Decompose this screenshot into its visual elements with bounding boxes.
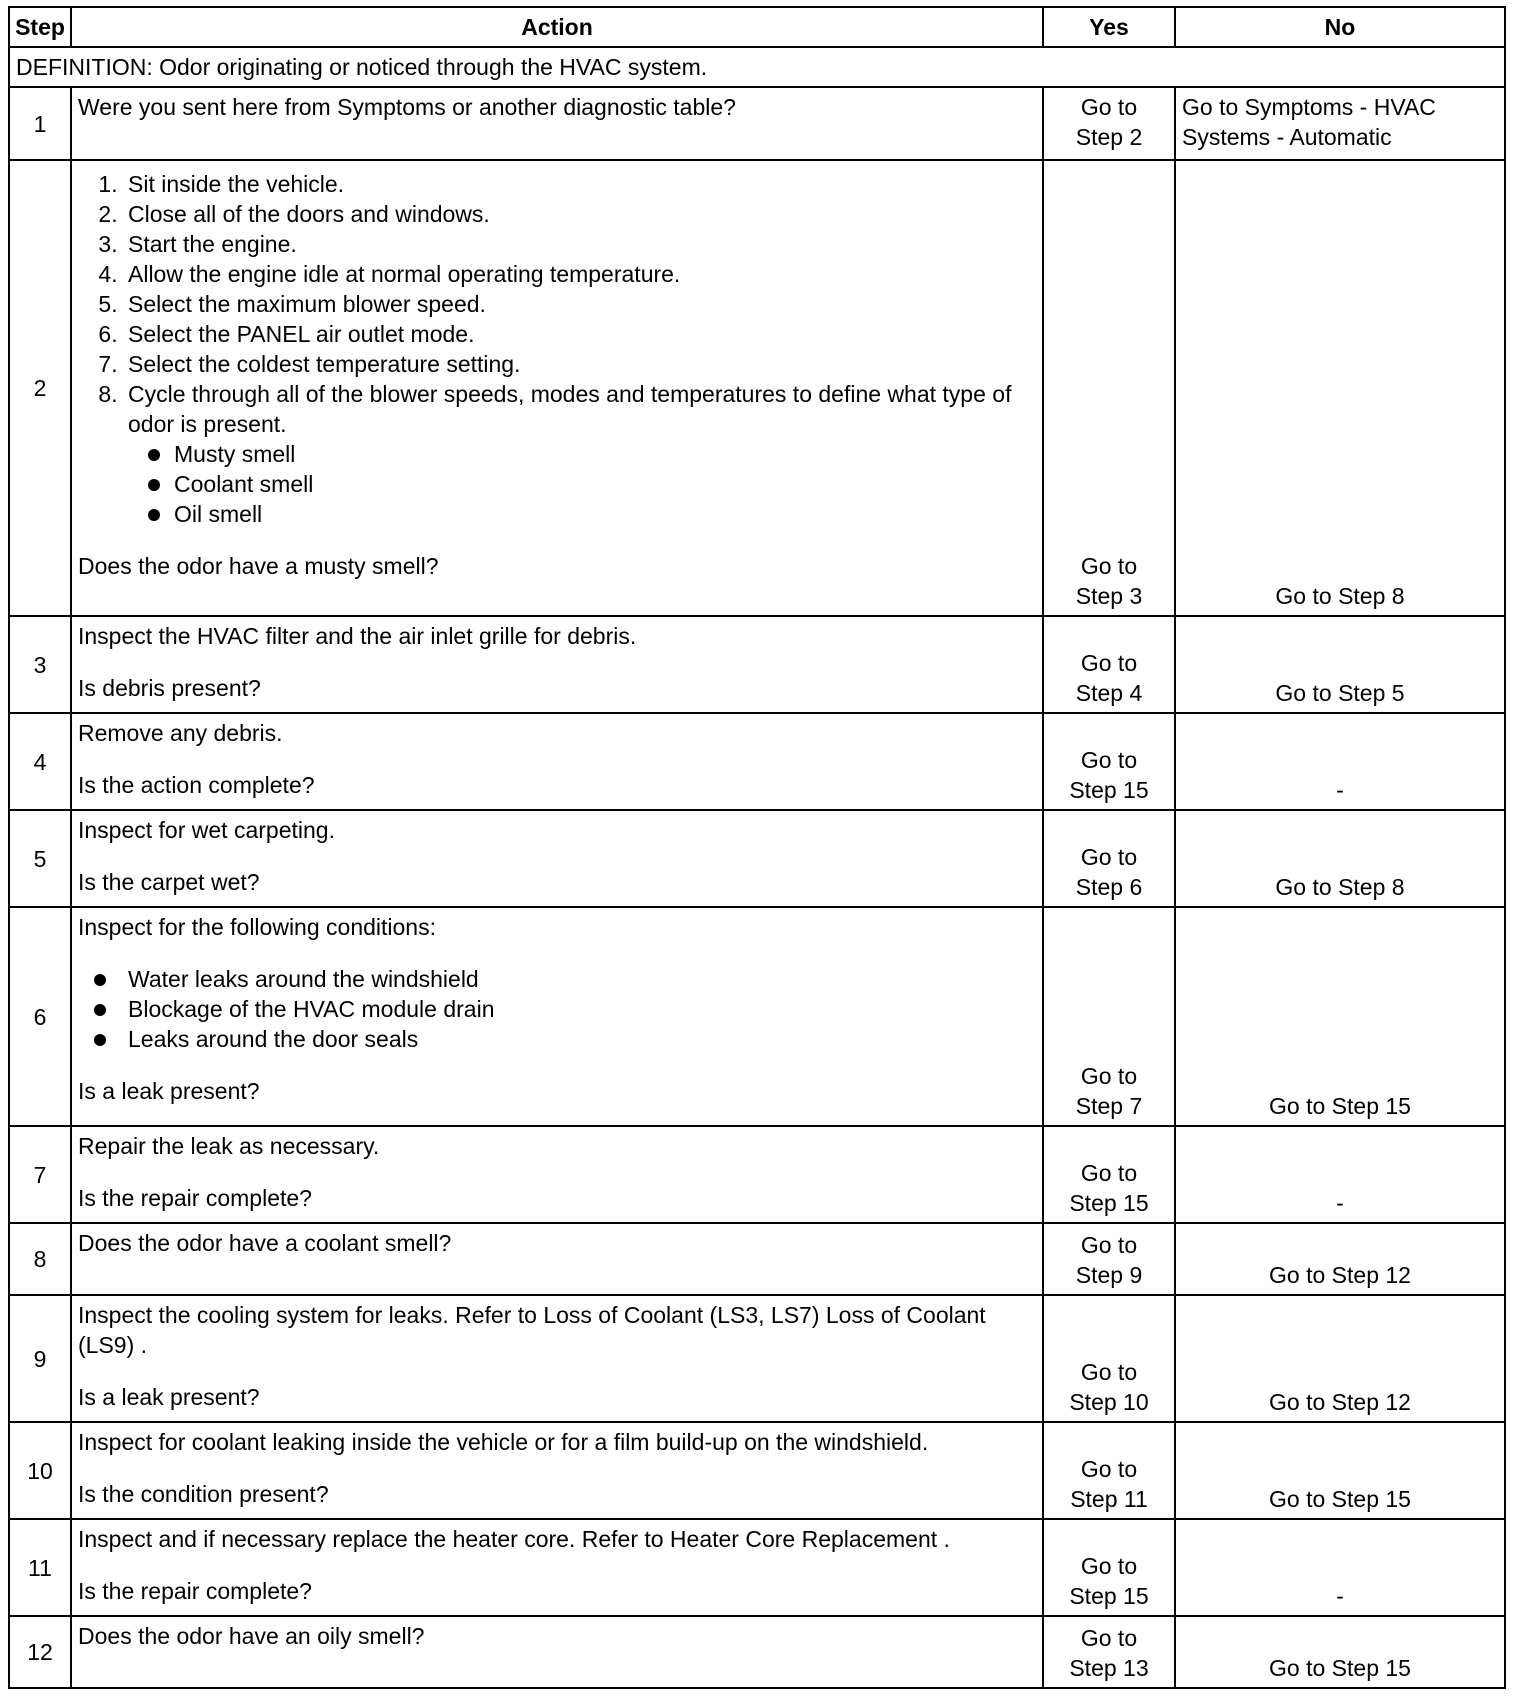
- action-cell: [71, 616, 1043, 713]
- question-text: Is a leak present?: [78, 1078, 260, 1104]
- diagnostic-table: [8, 6, 1506, 1689]
- instruction-text: Inspect and if necessary replace the heater core. Refer to Heater Core Replacement .: [78, 1526, 950, 1552]
- action-cell: [71, 1422, 1043, 1519]
- no-cell: [1175, 616, 1505, 713]
- list-item: 2. Close all of the doors and windows.: [124, 199, 1036, 229]
- step-number: 7: [9, 1126, 71, 1223]
- question-text: Does the odor have a coolant smell?: [78, 1230, 452, 1256]
- no-text: -: [1336, 1190, 1344, 1216]
- yes-cell: [1043, 713, 1175, 810]
- no-cell: [1175, 810, 1505, 907]
- no-text: Go to Step 12: [1269, 1389, 1411, 1415]
- list-item: 5. Select the maximum blower speed.: [124, 289, 1036, 319]
- yes-text: Go to Step 9: [1075, 1232, 1143, 1288]
- question-text: Is the repair complete?: [78, 1185, 312, 1211]
- question-text: Does the odor have an oily smell?: [78, 1623, 425, 1649]
- question-text: Were you sent here from Symptoms or another diagnostic table?: [78, 94, 736, 120]
- question-text: Is the repair complete?: [78, 1578, 312, 1604]
- yes-text: Go to Step 13: [1069, 1625, 1149, 1681]
- action-cell: [71, 1519, 1043, 1616]
- action-cell: [71, 713, 1043, 810]
- question-text: Is the condition present?: [78, 1481, 329, 1507]
- question-text: Does the odor have a musty smell?: [78, 553, 439, 579]
- yes-text: Go to Step 6: [1075, 844, 1143, 900]
- instruction-text: Remove any debris.: [78, 720, 283, 746]
- yes-cell: [1043, 1422, 1175, 1519]
- no-cell: [1175, 907, 1505, 1126]
- action-cell: [71, 1295, 1043, 1422]
- yes-cell: [1043, 1616, 1175, 1688]
- question-text: Is the carpet wet?: [78, 869, 260, 895]
- table-row: [9, 1616, 1505, 1688]
- instruction-text: Inspect for coolant leaking inside the vehicle or for a film build-up on the windshield.: [78, 1429, 929, 1455]
- table-row: [9, 616, 1505, 713]
- no-cell: [1175, 1616, 1505, 1688]
- list-item: [124, 379, 1036, 529]
- step-number: 1: [9, 87, 71, 160]
- definition-text: DEFINITION: Odor originating or noticed through the HVAC system.: [9, 47, 1505, 87]
- yes-cell: [1043, 160, 1175, 616]
- yes-cell: [1043, 87, 1175, 160]
- no-cell: [1175, 1295, 1505, 1422]
- no-text: Go to Step 5: [1275, 680, 1405, 706]
- yes-text: Go to Step 4: [1075, 650, 1143, 706]
- table-row: [9, 1422, 1505, 1519]
- yes-cell: [1043, 616, 1175, 713]
- header-step: Step: [9, 7, 71, 47]
- yes-cell: [1043, 1295, 1175, 1422]
- instruction-text: Inspect the HVAC filter and the air inlet grille for debris.: [78, 623, 637, 649]
- table-row: [9, 810, 1505, 907]
- table-row: [9, 713, 1505, 810]
- bullet-item: Coolant smell: [148, 469, 1036, 499]
- bullet-item: Blockage of the HVAC module drain: [94, 994, 1036, 1024]
- action-cell: [71, 160, 1043, 616]
- odor-types-list: [128, 439, 1036, 529]
- step-number: 9: [9, 1295, 71, 1422]
- action-cell: [71, 1616, 1043, 1688]
- header-action: Action: [71, 7, 1043, 47]
- yes-cell: [1043, 1223, 1175, 1295]
- yes-cell: [1043, 907, 1175, 1126]
- yes-cell: [1043, 810, 1175, 907]
- question-text: Is the action complete?: [78, 772, 315, 798]
- step-number: 3: [9, 616, 71, 713]
- no-cell: [1175, 1223, 1505, 1295]
- no-cell: [1175, 160, 1505, 616]
- yes-text: Go to Step 10: [1069, 1359, 1149, 1415]
- table-row: [9, 1223, 1505, 1295]
- list-item-text: Cycle through all of the blower speeds, modes and temperatures to define what type of odor is present.: [128, 381, 1012, 437]
- no-text: Go to Step 12: [1269, 1262, 1411, 1288]
- bullet-item: Water leaks around the windshield: [94, 964, 1036, 994]
- yes-text: Go to Step 7: [1075, 1063, 1143, 1119]
- header-row: [9, 7, 1505, 47]
- step-number: 12: [9, 1616, 71, 1688]
- yes-text: Go to Step 15: [1069, 1160, 1149, 1216]
- list-item: 7. Select the coldest temperature setting.: [124, 349, 1036, 379]
- instruction-text: Inspect for wet carpeting.: [78, 817, 335, 843]
- step-number: 5: [9, 810, 71, 907]
- table-row: [9, 907, 1505, 1126]
- yes-text: Go to Step 3: [1075, 553, 1143, 609]
- no-cell: [1175, 713, 1505, 810]
- no-text: Go to Step 8: [1275, 874, 1405, 900]
- no-cell: [1175, 1126, 1505, 1223]
- step-number: 6: [9, 907, 71, 1126]
- table-row: [9, 87, 1505, 160]
- bullet-item: Leaks around the door seals: [94, 1024, 1036, 1054]
- no-text: Go to Step 15: [1269, 1486, 1411, 1512]
- table-row: [9, 1519, 1505, 1616]
- no-cell: [1175, 87, 1505, 160]
- header-no: No: [1175, 7, 1505, 47]
- table-row: [9, 1126, 1505, 1223]
- list-item: 1. Sit inside the vehicle.: [124, 169, 1036, 199]
- yes-text: Go to Step 15: [1069, 747, 1149, 803]
- page: [8, 6, 1504, 1689]
- list-item: 3. Start the engine.: [124, 229, 1036, 259]
- step-number: 4: [9, 713, 71, 810]
- conditions-list: [78, 964, 1036, 1054]
- action-cell: [71, 810, 1043, 907]
- no-text: Go to Symptoms - HVAC Systems - Automatic: [1182, 94, 1436, 150]
- no-cell: [1175, 1519, 1505, 1616]
- no-cell: [1175, 1422, 1505, 1519]
- yes-cell: [1043, 1519, 1175, 1616]
- no-text: -: [1336, 777, 1344, 803]
- no-text: Go to Step 8: [1275, 583, 1405, 609]
- step-number: 8: [9, 1223, 71, 1295]
- table-row: [9, 1295, 1505, 1422]
- yes-text: Go to Step 15: [1069, 1553, 1149, 1609]
- yes-text: Go to Step 11: [1070, 1456, 1148, 1512]
- instruction-text: Inspect for the following conditions:: [78, 914, 436, 940]
- step-number: 11: [9, 1519, 71, 1616]
- no-text: Go to Step 15: [1269, 1655, 1411, 1681]
- list-item: 6. Select the PANEL air outlet mode.: [124, 319, 1036, 349]
- step-number: 2: [9, 160, 71, 616]
- instruction-text: Repair the leak as necessary.: [78, 1133, 380, 1159]
- action-cell: [71, 1223, 1043, 1295]
- no-text: -: [1336, 1583, 1344, 1609]
- bullet-item: Musty smell: [148, 439, 1036, 469]
- no-text: Go to Step 15: [1269, 1093, 1411, 1119]
- instruction-text: Inspect the cooling system for leaks. Refer to Loss of Coolant (LS3, LS7) Loss of Coolant (LS9) .: [78, 1302, 986, 1358]
- question-text: Is a leak present?: [78, 1384, 260, 1410]
- list-item: 4. Allow the engine idle at normal operating temperature.: [124, 259, 1036, 289]
- action-cell: [71, 1126, 1043, 1223]
- step-number: 10: [9, 1422, 71, 1519]
- action-cell: [71, 907, 1043, 1126]
- definition-row: [9, 47, 1505, 87]
- question-text: Is debris present?: [78, 675, 261, 701]
- header-yes: Yes: [1043, 7, 1175, 47]
- table-row: [9, 160, 1505, 616]
- action-cell: [71, 87, 1043, 160]
- procedure-list: [78, 169, 1036, 529]
- bullet-item: Oil smell: [148, 499, 1036, 529]
- yes-cell: [1043, 1126, 1175, 1223]
- yes-text: Go to Step 2: [1075, 94, 1143, 150]
